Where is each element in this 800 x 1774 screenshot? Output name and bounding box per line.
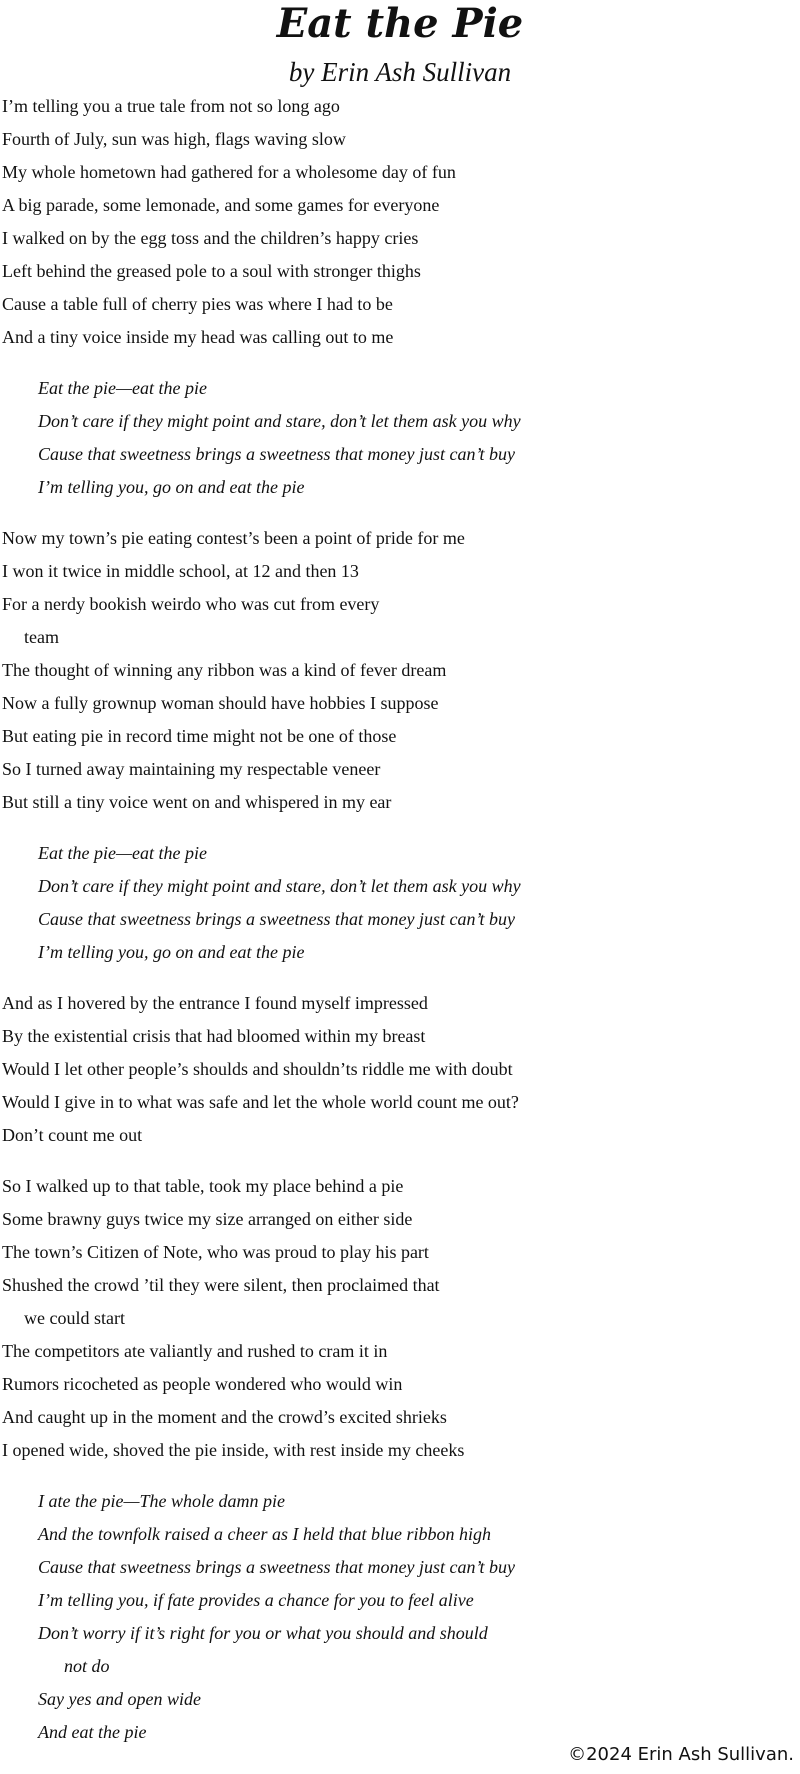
- poem-line: And a tiny voice inside my head was calling out to me: [2, 327, 394, 347]
- chorus-stanza: [0, 372, 800, 504]
- poem-line: I won it twice in middle school, at 12 and then 13: [2, 561, 359, 581]
- poem-line: Cause that sweetness brings a sweetness that money just can’t buy: [38, 444, 515, 464]
- poem-line: Fourth of July, sun was high, flags waving slow: [2, 129, 346, 149]
- stanza-gap: [0, 969, 800, 987]
- poem-line: I opened wide, shoved the pie inside, with rest inside my cheeks: [2, 1440, 465, 1460]
- poem-line: I ate the pie—The whole damn pie: [38, 1491, 285, 1511]
- stanza-gap: [0, 1467, 800, 1485]
- poem-line: Cause a table full of cherry pies was where I had to be: [2, 294, 393, 314]
- stanza-gap: [0, 354, 800, 372]
- poem-line: By the existential crisis that had bloomed within my breast: [2, 1026, 426, 1046]
- poem-title: Eat the Pie: [276, 0, 524, 47]
- poem-line: Would I let other people’s shoulds and shouldn’ts riddle me with doubt: [2, 1059, 513, 1079]
- poem-line: I’m telling you, if fate provides a chance for you to feel alive: [38, 1590, 474, 1610]
- poem-line: And the townfolk raised a cheer as I held that blue ribbon high: [38, 1524, 491, 1544]
- poem-line: Don’t care if they might point and stare, don’t let them ask you why: [38, 876, 521, 896]
- poem-line: team: [24, 627, 59, 647]
- poem-line: Don’t worry if it’s right for you or what you should and should: [38, 1623, 488, 1643]
- poem-line: Eat the pie—eat the pie: [38, 843, 207, 863]
- poem-line: not do: [64, 1656, 110, 1676]
- poem-line: Cause that sweetness brings a sweetness that money just can’t buy: [38, 909, 515, 929]
- poem-line: we could start: [24, 1308, 125, 1328]
- poem-line: But eating pie in record time might not be one of those: [2, 726, 397, 746]
- poem-line: Don’t care if they might point and stare, don’t let them ask you why: [38, 411, 521, 431]
- poem-line: I’m telling you, go on and eat the pie: [38, 477, 305, 497]
- poem-line: Rumors ricocheted as people wondered who would win: [2, 1374, 403, 1394]
- stanza-gap: [0, 504, 800, 522]
- stanza-gap: [0, 1152, 800, 1170]
- poem-line: Some brawny guys twice my size arranged on either side: [2, 1209, 413, 1229]
- poem-line: So I walked up to that table, took my place behind a pie: [2, 1176, 404, 1196]
- poem-line: A big parade, some lemonade, and some games for everyone: [2, 195, 440, 215]
- poem-line: The thought of winning any ribbon was a kind of fever dream: [2, 660, 447, 680]
- poem-line: I’m telling you a true tale from not so long ago: [2, 96, 340, 116]
- stanza-gap: [0, 819, 800, 837]
- poem-line: Left behind the greased pole to a soul with stronger thighs: [2, 261, 421, 281]
- poem-line: I walked on by the egg toss and the children’s happy cries: [2, 228, 419, 248]
- stanza-list: [0, 90, 800, 1749]
- poem-line: Say yes and open wide: [38, 1689, 201, 1709]
- poem-line: So I turned away maintaining my respectable veneer: [2, 759, 381, 779]
- poem-line: For a nerdy bookish weirdo who was cut from every: [2, 594, 380, 614]
- poem-line: The town’s Citizen of Note, who was proud to play his part: [2, 1242, 429, 1262]
- poem-line: Shushed the crowd ’til they were silent, then proclaimed that: [2, 1275, 440, 1295]
- poem-line: Now a fully grownup woman should have hobbies I suppose: [2, 693, 439, 713]
- verse-stanza: [0, 522, 800, 819]
- copyright-notice: ©2024 Erin Ash Sullivan.: [568, 1744, 794, 1765]
- verse-stanza: [0, 987, 800, 1152]
- verse-stanza: [0, 90, 800, 354]
- poem-line: Eat the pie—eat the pie: [38, 378, 207, 398]
- poem-line: And as I hovered by the entrance I found myself impressed: [2, 993, 428, 1013]
- poem-line: And eat the pie: [38, 1722, 147, 1742]
- poem-line: I’m telling you, go on and eat the pie: [38, 942, 305, 962]
- poem-line: Cause that sweetness brings a sweetness that money just can’t buy: [38, 1557, 515, 1577]
- chorus-stanza: [0, 1485, 800, 1749]
- poem-line: Would I give in to what was safe and let the whole world count me out?: [2, 1092, 519, 1112]
- chorus-stanza: [0, 837, 800, 969]
- poem-line: The competitors ate valiantly and rushed to cram it in: [2, 1341, 388, 1361]
- verse-stanza: [0, 1170, 800, 1467]
- poem-byline: by Erin Ash Sullivan: [288, 57, 512, 87]
- poem-line: But still a tiny voice went on and whispered in my ear: [2, 792, 392, 812]
- poem-line: And caught up in the moment and the crowd’s excited shrieks: [2, 1407, 447, 1427]
- poem-line: My whole hometown had gathered for a wholesome day of fun: [2, 162, 456, 182]
- poem-line: Now my town’s pie eating contest’s been a point of pride for me: [2, 528, 465, 548]
- poem-line: Don’t count me out: [2, 1125, 143, 1145]
